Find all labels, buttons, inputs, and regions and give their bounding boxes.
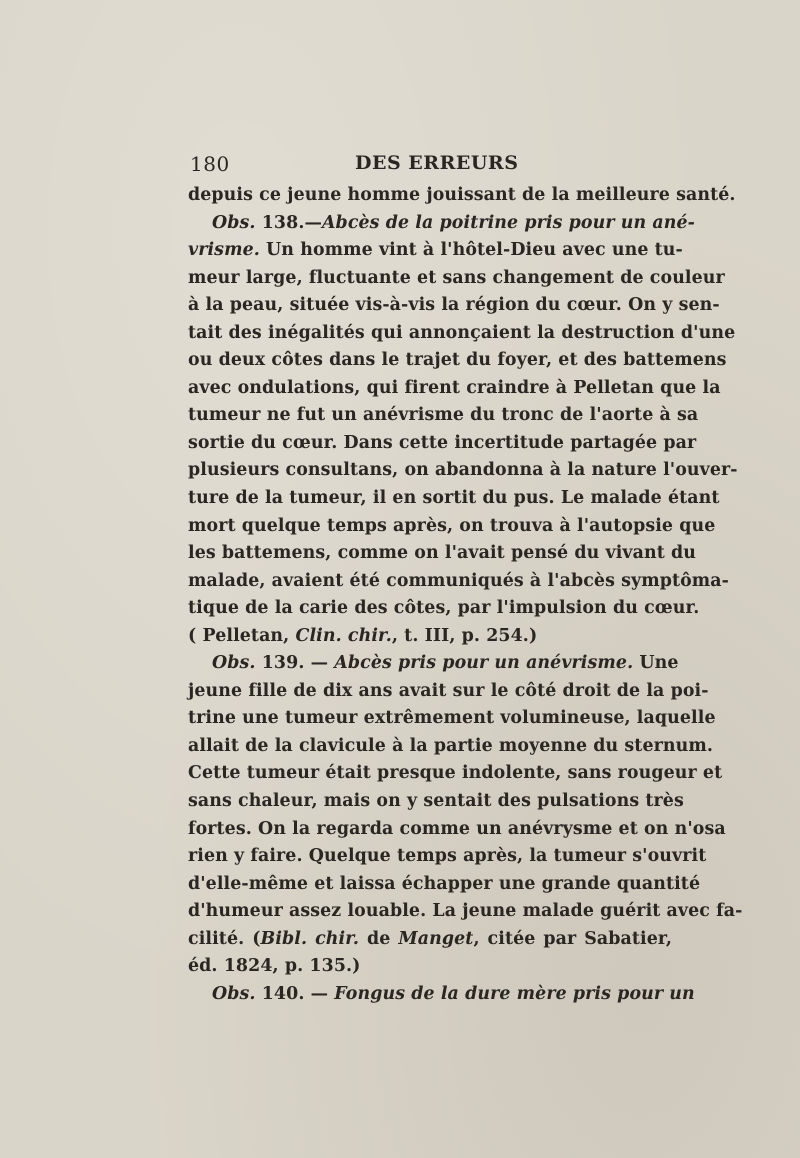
text-line xyxy=(188,705,716,733)
text-line xyxy=(188,871,701,899)
italic-text: Obs. xyxy=(212,983,256,1004)
text-span: , citée par Sabatier, xyxy=(473,928,673,949)
text-line xyxy=(188,375,721,403)
text-span: sortie du cœur. Dans cette incertitude partagée par xyxy=(188,432,697,453)
text-span: ( Pelletan, xyxy=(188,625,296,646)
text-span: Un homme vint à l'hôtel-Dieu avec une tu- xyxy=(259,240,683,261)
text-line xyxy=(188,430,697,458)
text-line xyxy=(188,843,707,871)
italic-text: vrisme. xyxy=(188,240,260,261)
text-span: ture de la tumeur, il en sortit du pus. Le malade étant xyxy=(188,488,720,509)
italic-text: Manget xyxy=(398,928,474,949)
page-number: 180 xyxy=(190,152,230,176)
text-line xyxy=(188,760,723,788)
italic-text: Abcès pris pour un anévrisme. xyxy=(334,653,634,674)
text-span: de xyxy=(359,928,399,949)
text-span: jeune fille de dix ans avait sur le côté droit de la poi- xyxy=(188,680,709,701)
text-line xyxy=(188,210,695,238)
text-span: ou deux côtes dans le trajet du foyer, et des battemens xyxy=(188,350,727,371)
text-span: 138.— xyxy=(255,212,322,233)
text-span: meur large, fluctuante et sans changement de couleur xyxy=(188,267,725,288)
italic-text: Fongus de la dure mère pris pour un xyxy=(334,983,695,1004)
body-text xyxy=(188,182,743,1008)
text-span: tique de la carie des côtes, par l'impulsion du cœur. xyxy=(188,598,700,619)
text-span: rien y faire. Quelque temps après, la tumeur s'ouvrit xyxy=(188,846,707,867)
text-line xyxy=(188,568,729,596)
text-span: d'humeur assez louable. La jeune malade guérit avec fa- xyxy=(188,901,743,922)
text-line xyxy=(188,898,743,926)
text-line xyxy=(188,540,697,568)
italic-text: Bibl. chir. xyxy=(260,928,360,949)
text-span: tait des inégalités qui annonçaient la destruction d'une xyxy=(188,322,736,343)
text-span: d'elle-même et laissa échapper une grande quantité xyxy=(188,873,701,894)
running-title: DES ERREURS xyxy=(355,152,519,174)
text-span: avec ondulations, qui firent craindre à Pelletan que la xyxy=(188,377,721,398)
text-line xyxy=(188,265,725,293)
text-span: sans chaleur, mais on y sentait des pulsations très xyxy=(188,791,684,812)
text-span: depuis ce jeune homme jouissant de la meilleure santé. xyxy=(188,185,736,205)
text-span: fortes. On la regarda comme un anévrysme et on n'osa xyxy=(188,818,726,839)
text-line xyxy=(188,320,736,348)
text-line xyxy=(188,650,679,678)
text-line xyxy=(188,513,716,541)
text-span: allait de la clavicule à la partie moyenne du sternum. xyxy=(188,735,714,756)
text-line xyxy=(188,402,699,430)
text-line xyxy=(188,926,672,954)
text-line xyxy=(188,678,709,706)
text-span: plusieurs consultans, on abandonna à la nature l'ouver- xyxy=(188,460,738,481)
text-line xyxy=(188,457,738,485)
italic-text: Abcès de la poitrine pris pour un ané- xyxy=(321,212,695,233)
text-span: trine une tumeur extrêmement volumineuse, laquelle xyxy=(188,708,716,729)
text-line xyxy=(188,292,720,320)
text-line xyxy=(188,485,720,513)
text-line xyxy=(188,953,672,981)
text-span: tumeur ne fut un anévrisme du tronc de l'aorte à sa xyxy=(188,405,699,426)
page-header xyxy=(190,152,672,178)
text-line xyxy=(188,237,683,265)
text-line xyxy=(188,595,700,623)
text-span: Une xyxy=(633,653,679,674)
text-line xyxy=(188,623,672,651)
text-span: les battemens, comme on l'avait pensé du vivant du xyxy=(188,543,697,564)
text-span: , t. III, p. 254.) xyxy=(391,625,538,646)
italic-text: Obs. xyxy=(212,653,256,674)
text-line xyxy=(188,981,695,1009)
text-line xyxy=(188,816,726,844)
text-span: à la peau, située vis-à-vis la région du cœur. On y sen- xyxy=(188,295,720,316)
text-span: cilité. ( xyxy=(188,928,261,949)
text-span: éd. 1824, p. 135.) xyxy=(188,956,361,977)
text-span: malade, avaient été communiqués à l'abcès symptôma- xyxy=(188,570,729,591)
italic-text: Clin. chir. xyxy=(295,625,392,646)
text-line xyxy=(188,347,727,375)
text-span: 140. — xyxy=(255,983,335,1004)
text-line xyxy=(188,182,736,210)
text-line xyxy=(188,733,714,761)
text-line xyxy=(188,788,684,816)
text-span: 139. — xyxy=(255,653,335,674)
italic-text: Obs. xyxy=(212,212,256,233)
text-span: mort quelque temps après, on trouva à l'autopsie que xyxy=(188,515,716,536)
text-span: Cette tumeur était presque indolente, sans rougeur et xyxy=(188,763,723,784)
